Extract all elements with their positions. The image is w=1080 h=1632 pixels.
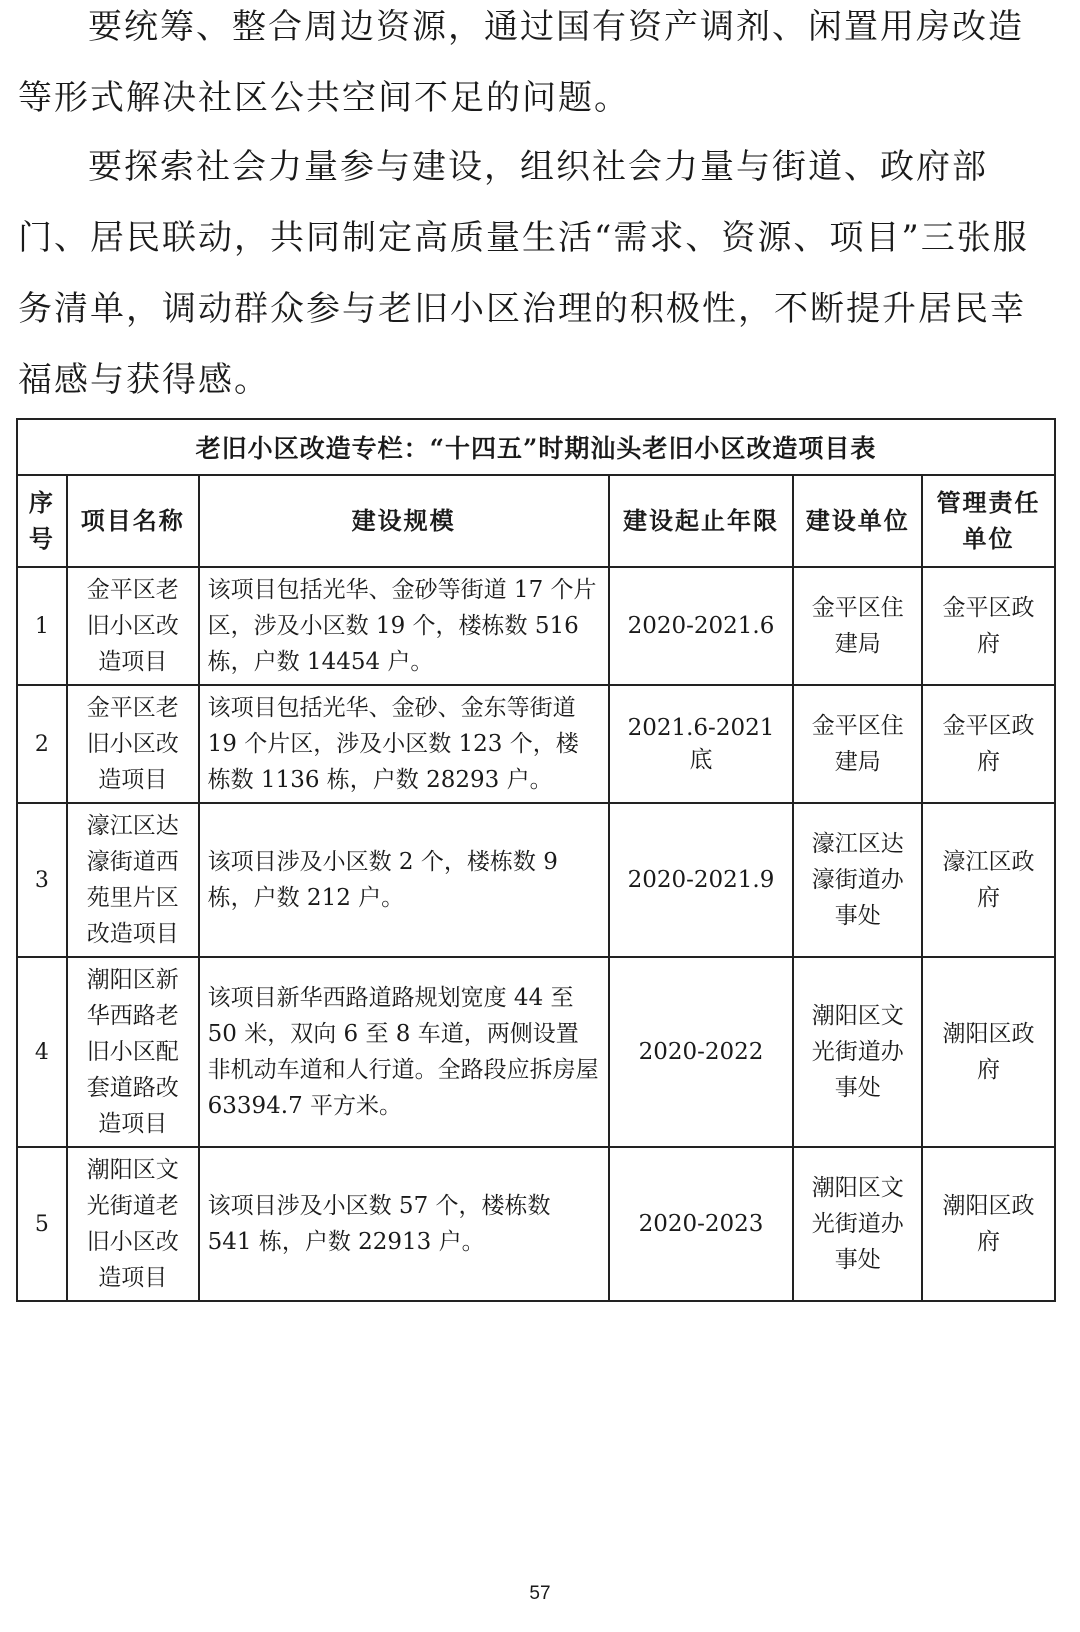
cell-name: 金平区老旧小区改造项目	[67, 685, 199, 803]
paragraph-social-forces: 要探索社会力量参与建设，组织社会力量与街道、政府部门、居民联动，共同制定高质量生活“需求、资源、项目”三张服务清单，调动群众参与老旧小区治理的积极性，不断提升居民幸福感与获得感。	[18, 147, 1029, 400]
cell-manager: 金平区政府	[922, 567, 1055, 685]
table-caption: 老旧小区改造专栏：“十四五”时期汕头老旧小区改造项目表	[17, 419, 1055, 475]
cell-manager: 潮阳区政府	[922, 957, 1055, 1147]
table-row	[17, 685, 1055, 803]
cell-period: 2020-2022	[609, 957, 794, 1147]
cell-manager: 金平区政府	[922, 685, 1055, 803]
cell-manager: 濠江区政府	[922, 803, 1055, 957]
cell-no: 3	[17, 803, 67, 957]
cell-name: 潮阳区新华西路老旧小区配套道路改造项目	[67, 957, 199, 1147]
header-no: 序号	[17, 475, 67, 567]
header-scale: 建设规模	[199, 475, 609, 567]
cell-name: 金平区老旧小区改造项目	[67, 567, 199, 685]
cell-name: 潮阳区文光街道老旧小区改造项目	[67, 1147, 199, 1301]
cell-scale: 该项目涉及小区数 2 个，楼栋数 9 栋，户数 212 户。	[199, 803, 609, 957]
cell-builder: 濠江区达濠街道办事处	[793, 803, 922, 957]
cell-scale: 该项目新华西路道路规划宽度 44 至 50 米，双向 6 至 8 车道，两侧设置非机动车道和人行道。全路段应拆房屋 63394.7 平方米。	[199, 957, 609, 1147]
table-row	[17, 957, 1055, 1147]
table-row	[17, 803, 1055, 957]
cell-period: 2020-2021.9	[609, 803, 794, 957]
cell-scale: 该项目涉及小区数 57 个，楼栋数 541 栋，户数 22913 户。	[199, 1147, 609, 1301]
page-number: 57	[529, 1583, 551, 1604]
table-row	[17, 567, 1055, 685]
cell-builder: 潮阳区文光街道办事处	[793, 1147, 922, 1301]
cell-no: 2	[17, 685, 67, 803]
header-manager: 管理责任单位	[922, 475, 1055, 567]
table-header-row	[17, 475, 1055, 567]
cell-no: 5	[17, 1147, 67, 1301]
cell-period: 2020-2023	[609, 1147, 794, 1301]
cell-manager: 潮阳区政府	[922, 1147, 1055, 1301]
header-builder: 建设单位	[793, 475, 922, 567]
cell-no: 4	[17, 957, 67, 1147]
cell-builder: 金平区住建局	[793, 567, 922, 685]
cell-scale: 该项目包括光华、金砂、金东等街道 19 个片区，涉及小区数 123 个，楼栋数 1136 栋，户数 28293 户。	[199, 685, 609, 803]
cell-name: 濠江区达濠街道西苑里片区改造项目	[67, 803, 199, 957]
cell-builder: 金平区住建局	[793, 685, 922, 803]
cell-builder: 潮阳区文光街道办事处	[793, 957, 922, 1147]
paragraph-resources: 要统筹、整合周边资源，通过国有资产调剂、闲置用房改造等形式解决社区公共空间不足的问题。	[18, 7, 1024, 118]
cell-period: 2021.6-2021 底	[609, 685, 794, 803]
table-row	[17, 1147, 1055, 1301]
cell-period: 2020-2021.6	[609, 567, 794, 685]
cell-no: 1	[17, 567, 67, 685]
renovation-project-table	[16, 418, 1056, 1302]
header-period: 建设起止年限	[609, 475, 794, 567]
header-name: 项目名称	[67, 475, 199, 567]
cell-scale: 该项目包括光华、金砂等街道 17 个片区，涉及小区数 19 个，楼栋数 516 栋，户数 14454 户。	[199, 567, 609, 685]
